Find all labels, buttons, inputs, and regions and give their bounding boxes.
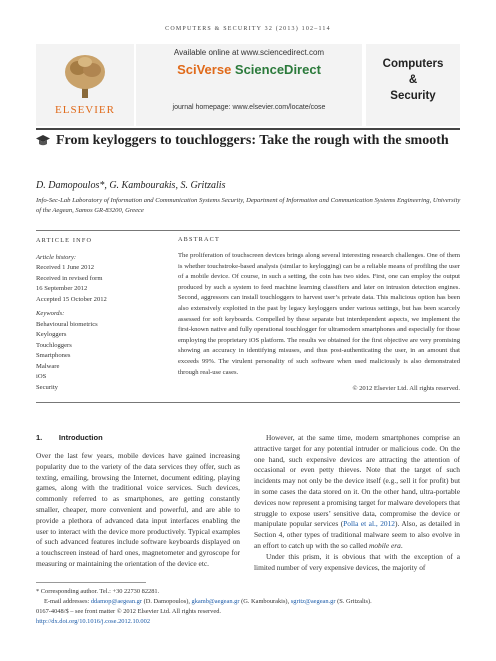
keyword: Malware <box>36 362 60 370</box>
citation-link[interactable]: Polla et al., 2012 <box>343 519 395 529</box>
intro-col2-text: ). Also, as detailed in Section 4, other types of traditional malware seem to also evolve in an effort to catch up with the so called <box>254 519 460 550</box>
intro-col2-text: . <box>400 540 403 550</box>
keywords-label: Keywords: <box>36 310 65 317</box>
abstract-heading: ABSTRACT <box>178 236 220 243</box>
footnotes <box>36 587 460 627</box>
footnote-rule <box>36 582 146 583</box>
journal-name-line-3: Security <box>390 90 436 102</box>
keyword: Keyloggers <box>36 331 67 338</box>
email-link[interactable]: gkamb@aegean.gr <box>191 598 240 605</box>
email-owner: (D. Damopoulos), <box>142 598 192 605</box>
sciverse-word: SciVerse <box>177 62 235 77</box>
doi-link[interactable]: http://dx.doi.org/10.1016/j.cose.2012.10.002 <box>36 618 151 625</box>
intro-col2-italic: mobile era <box>369 540 401 550</box>
history-item: Accepted 15 October 2012 <box>36 295 107 303</box>
issn-line: 0167-4048/$ – see front matter © 2012 Elsevier Ltd. All rights reserved. <box>36 608 221 615</box>
history-label: Article history: <box>36 253 77 261</box>
keyword: Smartphones <box>36 352 71 359</box>
history-item: Received 1 June 2012 <box>36 264 95 271</box>
sciverse-logo <box>136 62 362 77</box>
intro-column-1: Over the last few years, mobile devices have gained increasing popularity due to the variety of the data services they offer, such as texting, emailing, browsing the Internet, document editing, playing games, along with the traditional voice services. Such devices, commonly referred to as smartphones, are getting constantly smaller, cheaper, more convenient and powerful, and are able to provide a plethora of advanced data input interfaces enabling the user to interact with the device more productively. Typical examples of such advanced features include software keyboards displayed on a touchscreen instead of hard ones, magnetometer and gyroscope for measuring or maintaining the orientation of the device etc. <box>36 451 240 568</box>
journal-name-line-2: & <box>408 74 418 86</box>
article-info-heading: ARTICLE INFO <box>36 237 93 244</box>
history-item: Received in revised form <box>36 274 103 282</box>
journal-header <box>36 44 460 126</box>
keyword: Security <box>36 383 58 391</box>
email-owner: (G. Kambourakis), <box>239 598 291 605</box>
elsevier-tree-icon <box>60 50 110 100</box>
abstract-text: The proliferation of touchscreen devices brings along several interesting research challenges. One of them is whether touchstroke-based analysis (similar to keylogging) can be a reliable means of profiling the user of a mobile device. Of course, in such a setting, the coin has two sides. First, one can employ the output produced by such a system to feed machine learning classifiers and later on intrusion detection engines. Second, aggressors can install touchloggers to harvest user’s private data. This malicious option has been also extensively exploited in the past by legacy keyloggers under various settings, but has been scarcely assessed for soft keyboards. Compelled by these separate but interdependent aspects, we implement the first-known native and fully operational touchlogger for ultramodern smartphones and especially for those employing the proprietary iOS platform. The results we obtained for the first objective are very promising showing an accuracy in identifying misuses, and thus post-authenticating the user, in an amount that exceeds 99%. The virulent personality of such software when used maliciously is also demonstrated through real-use cases. <box>178 252 460 376</box>
journal-citation-line: COMPUTERS & SECURITY 32 (2013) 102–114 <box>165 26 331 32</box>
email-owner: (S. Gritzalis). <box>335 598 372 605</box>
elsevier-wordmark: ELSEVIER <box>55 104 115 116</box>
email-link[interactable]: sgritz@aegean.gr <box>290 598 336 605</box>
keyword: iOS <box>36 373 47 380</box>
intro-column-2 <box>254 433 460 573</box>
article-title: From keyloggers to touchloggers: Take the rough with the smooth <box>56 133 449 148</box>
elsevier-logo <box>36 44 136 126</box>
email-label: E-mail addresses: <box>44 598 91 605</box>
intro-heading: 1. Introduction <box>36 433 103 442</box>
authors: D. Damopoulos*, G. Kambourakis, S. Gritzalis <box>36 180 226 191</box>
journal-name-box <box>366 44 460 126</box>
keyword: Touchloggers <box>36 341 72 349</box>
history-item: 16 September 2012 <box>36 285 88 292</box>
available-online-text[interactable]: Available online at www.sciencedirect.com <box>173 48 325 57</box>
copyright: © 2012 Elsevier Ltd. All rights reserved. <box>352 385 460 392</box>
sciencedirect-banner <box>136 44 362 126</box>
keyword: Behavioural biometrics <box>36 320 98 328</box>
email-line <box>36 597 460 607</box>
intro-col2-paragraph-2: Under this prism, it is obvious that with the exception of a limited number of very expensive devices, the majority of <box>254 551 460 572</box>
header-rule <box>36 128 460 130</box>
sciencedirect-word: ScienceDirect <box>234 62 321 77</box>
abstract-rule <box>36 402 460 403</box>
info-rule-left <box>36 230 460 231</box>
email-link[interactable]: ddamop@aegean.gr <box>90 598 142 605</box>
article-info <box>36 236 176 393</box>
intro-col2-text: However, at the same time, modern smartphones comprise an attractive target for any potential intruder or malicious code. On the one hand, such expensive devices are attracting the attention of occasional or even petty thieves. Note that the target of such incidents may not only be the device itself (e.g., sell it for profit) but in some cases the data stored on it. On the other hand, ultra-portable devices now represent a promising target for malware developers that struggle to expose users’ sensitive data, compromise the device or manipulate popular services ( <box>254 433 460 529</box>
corresponding-author: * Corresponding author. Tel.: +30 22730 82281. <box>36 588 160 595</box>
affiliation: Info-Sec-Lab Laboratory of Information and Communication Systems Security, Department of Information and Communication Systems Engineering, University of the Aegean, Samos GR-83200, Greece <box>36 197 461 214</box>
journal-homepage-text[interactable]: journal homepage: www.elsevier.com/locate/cose <box>172 104 326 111</box>
journal-name-line-1: Computers <box>382 58 444 70</box>
